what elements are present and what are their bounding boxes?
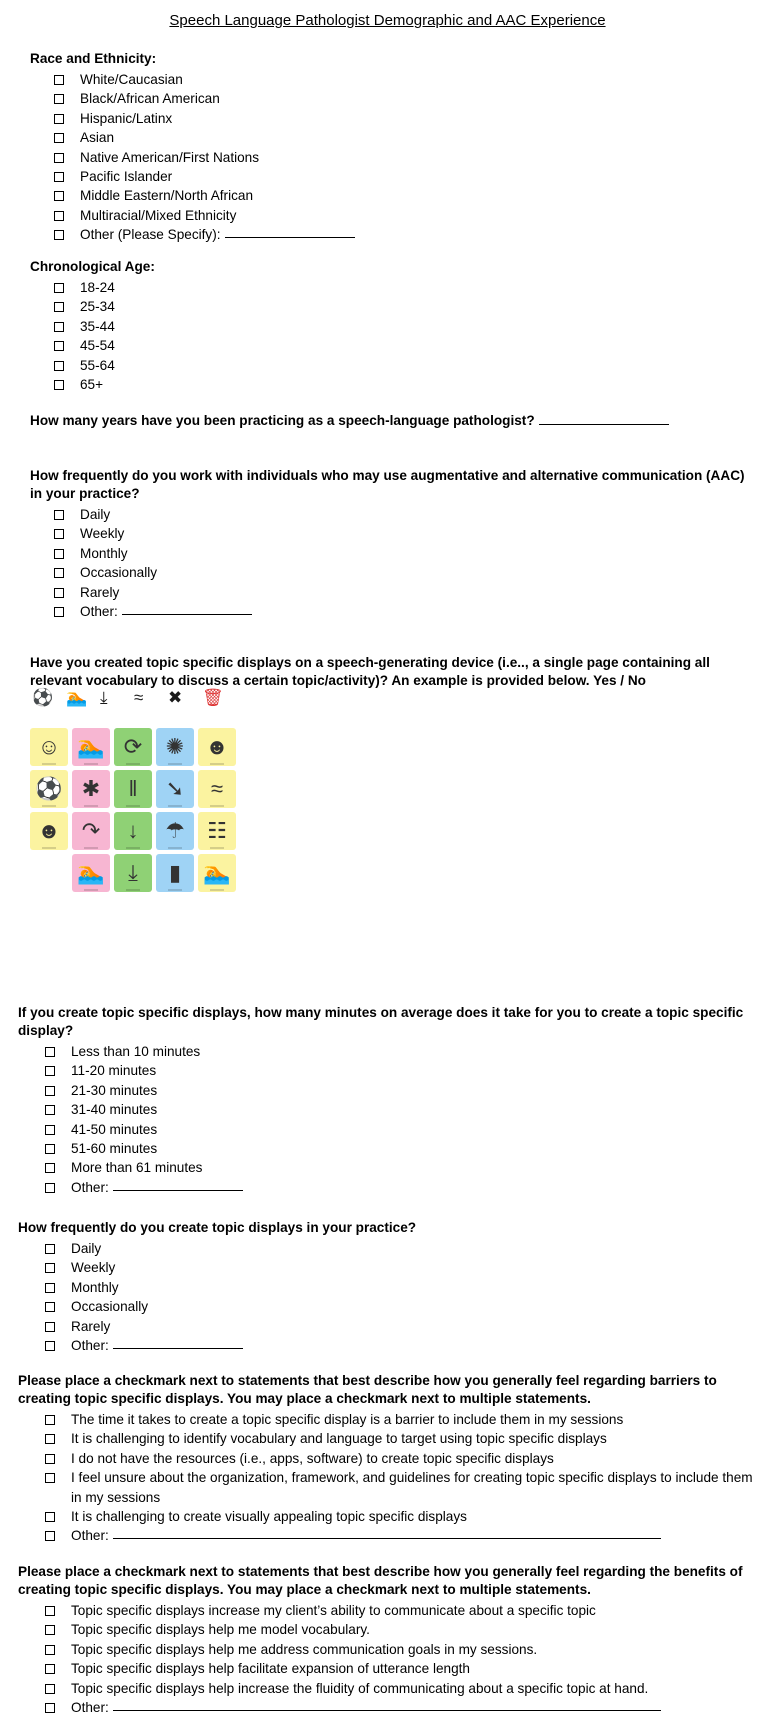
checkbox[interactable] (54, 114, 64, 124)
option-label: I feel unsure about the organization, framework, and guidelines for creating topic specific displays to include them in my sessions (71, 1470, 753, 1505)
aac-freq-option (54, 505, 750, 524)
checkbox[interactable] (45, 1144, 55, 1154)
create-frequency-question: How frequently do you create topic displays in your practice? (18, 1220, 417, 1235)
tile-caption (84, 889, 98, 891)
benefits-section (18, 1563, 763, 1717)
aac-frequency-options (30, 505, 750, 621)
tile-caption (168, 763, 182, 765)
option-label: Rarely (71, 1318, 111, 1334)
barriers-option (45, 1507, 763, 1526)
option-label: Asian (80, 130, 115, 146)
swim-icon: 🏊 (66, 688, 88, 707)
wet-icon: ☂ (156, 812, 194, 850)
option-label: More than 61 minutes (71, 1160, 203, 1176)
race-option (54, 70, 355, 89)
option-label: Topic specific displays help me model vocabulary. (71, 1622, 370, 1638)
put-icon: ⤓ (114, 854, 152, 892)
minutes-options (18, 1042, 758, 1197)
checkbox[interactable] (54, 172, 64, 182)
option-label: The time it takes to create a topic specific display is a barrier to include them in my sessions (71, 1412, 624, 1427)
option-label: 51-60 minutes (71, 1141, 158, 1157)
create-freq-option (45, 1297, 758, 1316)
barriers-option (45, 1449, 763, 1468)
create-freq-option (45, 1278, 758, 1297)
tile-caption (126, 847, 140, 849)
tile-caption (210, 847, 224, 849)
race-option (54, 206, 355, 225)
option-label: Rarely (80, 584, 120, 600)
dive-icon: ➘ (156, 770, 194, 808)
option-label: 21-30 minutes (71, 1082, 158, 1098)
option-label: Other: (71, 1528, 109, 1544)
race-option (54, 148, 355, 167)
option-label: Topic specific displays help facilitate expansion of utterance length (71, 1661, 470, 1677)
trash-icon: 🗑 (202, 688, 224, 707)
option-label: Monthly (71, 1279, 119, 1295)
option-label: 11-20 minutes (71, 1063, 157, 1079)
option-label: Hispanic/Latinx (80, 110, 173, 126)
checkbox[interactable] (54, 341, 64, 351)
created-section (30, 654, 750, 690)
option-label: Other: (71, 1179, 109, 1195)
checkbox[interactable] (45, 1163, 55, 1173)
option-label: Topic specific displays help me address communication goals in my sessions. (71, 1641, 538, 1657)
option-label: Topic specific displays increase my client’s ability to communicate about a specific topic (71, 1603, 596, 1618)
option-label: Less than 10 minutes (71, 1044, 201, 1059)
checkbox[interactable] (45, 1341, 55, 1351)
tile-caption (168, 805, 182, 807)
minutes-option (45, 1120, 758, 1139)
checkbox[interactable] (45, 1263, 55, 1273)
race-option (54, 109, 355, 128)
create-freq-option (45, 1336, 758, 1355)
minutes-question: If you create topic specific displays, how many minutes on average does it take for you to create a topic specific display? (18, 1005, 744, 1038)
checkbox[interactable] (45, 1125, 55, 1135)
benefits-option (45, 1659, 763, 1678)
checkbox[interactable] (45, 1664, 55, 1674)
race-options (30, 70, 355, 245)
create-freq-option (45, 1317, 758, 1336)
checkbox[interactable] (54, 211, 64, 221)
age-option (54, 356, 155, 375)
option-label: Weekly (71, 1260, 116, 1276)
aac-freq-option (54, 524, 750, 543)
checkbox[interactable] (54, 283, 64, 293)
minutes-option (45, 1100, 758, 1119)
pool-icon: ≈ (198, 770, 236, 808)
minutes-option (45, 1158, 758, 1177)
other-specify-blank[interactable] (225, 225, 355, 238)
barriers-option (45, 1468, 763, 1507)
face-icon: ☻ (30, 812, 68, 850)
other-specify-blank[interactable] (113, 1336, 243, 1349)
benefits-option (45, 1601, 763, 1620)
aac-frequency-section (30, 467, 750, 621)
option-label: 45-54 (80, 338, 115, 354)
option-label: Weekly (80, 526, 125, 542)
other-specify-blank[interactable] (113, 1178, 243, 1191)
checkbox[interactable] (54, 361, 64, 371)
checkbox[interactable] (54, 607, 64, 617)
checkbox[interactable] (45, 1684, 55, 1694)
kick-icon: ⚽ (30, 770, 68, 808)
checkbox[interactable] (54, 380, 64, 390)
stop-icon: ‖ (114, 770, 152, 808)
option-label: Occasionally (71, 1299, 149, 1315)
aac-freq-option (54, 563, 750, 582)
benefits-options (18, 1601, 763, 1717)
aac-frequency-question: How frequently do you work with individuals who may use augmentative and alternative communication (AAC) in your practice? (30, 468, 745, 501)
swim-icon: 🏊 (72, 728, 110, 766)
put-icon: ⤓ (100, 688, 108, 707)
turn-icon: ⟳ (114, 728, 152, 766)
benefits-option (45, 1640, 763, 1659)
aac-freq-option (54, 544, 750, 563)
create-frequency-options (18, 1239, 758, 1355)
minutes-option (45, 1042, 758, 1061)
race-option (54, 167, 355, 186)
tile-caption (210, 763, 224, 765)
option-label: Daily (80, 507, 111, 522)
checkbox[interactable] (45, 1473, 55, 1483)
minutes-option (45, 1061, 758, 1080)
created-question: Have you created topic specific displays on a speech-generating device (i.e.., a single page containing all relevant vocabulary to discuss a certain topic/activity)? An example is provided below. Yes / No (30, 655, 710, 688)
checkbox[interactable] (54, 588, 64, 598)
race-section (30, 50, 355, 245)
checkbox[interactable] (45, 1322, 55, 1332)
checkbox[interactable] (45, 1086, 55, 1096)
checkbox[interactable] (54, 153, 64, 163)
checkbox[interactable] (54, 230, 64, 240)
years-section (30, 412, 669, 430)
checkbox[interactable] (54, 94, 64, 104)
person-icon: ☺ (30, 728, 68, 766)
option-label: White/Caucasian (80, 72, 183, 87)
option-label: Monthly (80, 545, 128, 561)
towel-icon: ▮ (156, 854, 194, 892)
checkbox[interactable] (45, 1047, 55, 1057)
clear-icon: ✖ (168, 688, 183, 707)
create-frequency-section (18, 1219, 758, 1355)
barriers-option (45, 1526, 763, 1545)
benefits-option (45, 1620, 763, 1639)
race-option (54, 225, 355, 244)
option-label: Other: (71, 1700, 109, 1716)
age-option (54, 336, 155, 355)
years-answer-blank[interactable] (539, 412, 669, 425)
option-label: Topic specific displays help increase the fluidity of communicating about a specific topic at hand. (71, 1680, 649, 1696)
checkbox[interactable] (45, 1244, 55, 1254)
tile-caption (84, 763, 98, 765)
checkbox[interactable] (54, 568, 64, 578)
tile-caption (84, 805, 98, 807)
checkbox[interactable] (45, 1645, 55, 1655)
age-option (54, 317, 155, 336)
ladder-icon: ☷ (198, 812, 236, 850)
age-options (30, 278, 155, 394)
checkbox[interactable] (45, 1283, 55, 1293)
minutes-section (18, 1004, 758, 1197)
swim-icon: 🏊 (72, 854, 110, 892)
option-label: Other: (71, 1338, 109, 1354)
option-label: Occasionally (80, 565, 158, 581)
checkbox[interactable] (45, 1066, 55, 1076)
other-specify-blank[interactable] (122, 602, 252, 615)
age-section (30, 258, 155, 394)
option-label: Daily (71, 1241, 102, 1256)
option-label: 35-44 (80, 318, 115, 334)
race-option (54, 186, 355, 205)
option-label: 41-50 minutes (71, 1121, 158, 1137)
tile-caption (42, 763, 56, 765)
checkbox[interactable] (54, 322, 64, 332)
checkbox[interactable] (54, 75, 64, 85)
fan-icon: ✺ (156, 728, 194, 766)
tile-caption (126, 763, 140, 765)
option-label: Pacific Islander (80, 169, 173, 185)
minutes-option (45, 1139, 758, 1158)
checkbox[interactable] (54, 510, 64, 520)
checkbox[interactable] (45, 1434, 55, 1444)
checkbox[interactable] (45, 1512, 55, 1522)
checkbox[interactable] (45, 1531, 55, 1541)
kick-icon: ⚽ (32, 688, 54, 707)
age-option (54, 278, 155, 297)
age-question: Chronological Age: (30, 259, 155, 274)
tile-caption (210, 805, 224, 807)
slide-icon: ↷ (72, 812, 110, 850)
benefits-option (45, 1698, 763, 1717)
benefits-option (45, 1679, 763, 1698)
page-title: Speech Language Pathologist Demographic and AAC Experience (169, 12, 606, 29)
checkbox[interactable] (45, 1302, 55, 1312)
option-label: 55-64 (80, 357, 115, 373)
create-freq-option (45, 1258, 758, 1277)
option-label: Middle Eastern/North African (80, 188, 254, 204)
race-question: Race and Ethnicity: (30, 51, 157, 66)
benefits-question: Please place a checkmark next to statements that best describe how you generally feel regarding the benefits of creating topic specific displays. You may place a checkmark next to multiple statements. (18, 1564, 743, 1597)
other-specify-blank[interactable] (113, 1526, 661, 1539)
aac-freq-option (54, 602, 750, 621)
checkbox[interactable] (45, 1703, 55, 1713)
splash-icon: ✱ (72, 770, 110, 808)
checkbox[interactable] (54, 191, 64, 201)
option-label: 65+ (80, 377, 104, 393)
option-label: It is challenging to identify vocabulary and language to target using topic specific displays (71, 1431, 607, 1447)
option-label: 25-34 (80, 299, 115, 315)
checkbox[interactable] (45, 1183, 55, 1193)
option-label: 18-24 (80, 280, 115, 295)
face-icon: ☻ (198, 728, 236, 766)
checkbox[interactable] (54, 549, 64, 559)
option-label: Multiracial/Mixed Ethnicity (80, 207, 237, 223)
checkbox[interactable] (54, 133, 64, 143)
example-topic-display (30, 688, 250, 906)
option-label: I do not have the resources (i.e., apps, software) to create topic specific displays (71, 1450, 554, 1466)
barriers-question: Please place a checkmark next to statements that best describe how you generally feel regarding barriers to creating topic specific displays. You may place a checkmark next to multiple statements. (18, 1373, 717, 1406)
checkbox[interactable] (54, 302, 64, 312)
checkbox[interactable] (45, 1454, 55, 1464)
age-option (54, 297, 155, 316)
tile-caption (168, 847, 182, 849)
aac-freq-option (54, 583, 750, 602)
race-option (54, 89, 355, 108)
option-label: Other: (80, 604, 118, 620)
tile-caption (84, 847, 98, 849)
barriers-section (18, 1372, 763, 1546)
other-specify-blank[interactable] (113, 1698, 661, 1711)
option-label: Native American/First Nations (80, 149, 260, 165)
years-question: How many years have you been practicing as a speech-language pathologist? (30, 413, 535, 428)
create-freq-option (45, 1239, 758, 1258)
option-label: Other (Please Specify): (80, 227, 221, 243)
pool-icon: ≈ (134, 688, 144, 707)
option-label: 31-40 minutes (71, 1102, 158, 1118)
option-label: Black/African American (80, 91, 220, 107)
tile-caption (126, 805, 140, 807)
barriers-option (45, 1410, 763, 1429)
barriers-options (18, 1410, 763, 1546)
tile-caption (168, 889, 182, 891)
tile-caption (126, 889, 140, 891)
checkbox[interactable] (45, 1625, 55, 1635)
barriers-option (45, 1429, 763, 1448)
race-option (54, 128, 355, 147)
checkbox[interactable] (45, 1105, 55, 1115)
minutes-option (45, 1081, 758, 1100)
tile-caption (210, 889, 224, 891)
tile-caption (42, 847, 56, 849)
age-option (54, 375, 155, 394)
tile-caption (42, 805, 56, 807)
option-label: It is challenging to create visually appealing topic specific displays (71, 1509, 467, 1525)
minutes-option (45, 1178, 758, 1197)
swim-icon: 🏊 (198, 854, 236, 892)
down-arrow-icon: ↓ (114, 812, 152, 850)
checkbox[interactable] (45, 1606, 55, 1616)
checkbox[interactable] (54, 529, 64, 539)
checkbox[interactable] (45, 1415, 55, 1425)
